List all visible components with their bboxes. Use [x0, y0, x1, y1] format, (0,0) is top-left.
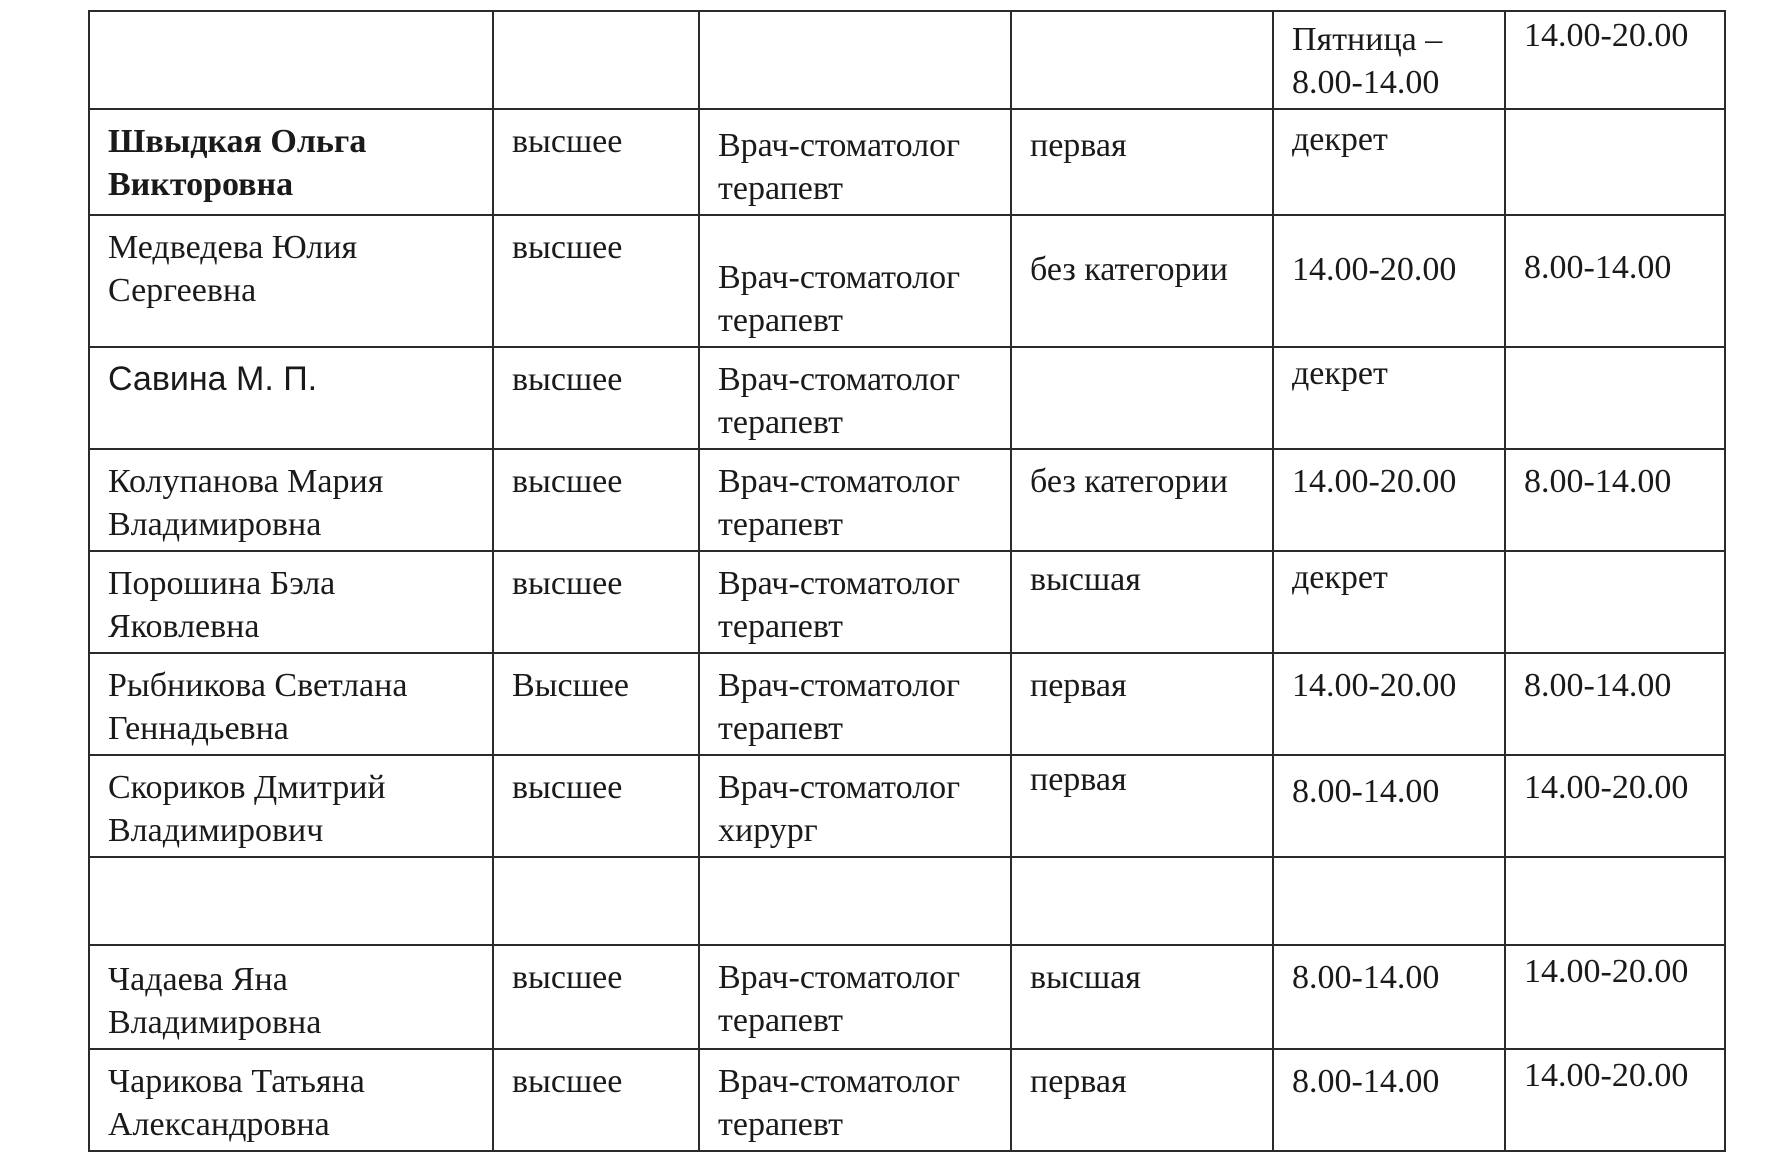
specialty — [699, 11, 1011, 109]
category: высшая — [1011, 551, 1273, 653]
hours-even: 8.00-14.00 — [1273, 945, 1505, 1049]
specialty: Врач-стоматолог хирург — [699, 755, 1011, 857]
table-row — [89, 109, 1725, 215]
hours-even: декрет — [1273, 347, 1505, 449]
hours-even: 14.00-20.00 — [1273, 653, 1505, 755]
table-row — [89, 347, 1725, 449]
doctor-schedule-table — [88, 10, 1726, 1152]
education: высшее — [493, 109, 699, 215]
specialty: Врач-стоматолог терапевт — [699, 551, 1011, 653]
hours-odd — [1505, 551, 1725, 653]
hours-even: декрет — [1273, 551, 1505, 653]
table-row — [89, 755, 1725, 857]
category — [1011, 347, 1273, 449]
category: первая — [1011, 755, 1273, 857]
education — [493, 857, 699, 945]
specialty: Врач-стоматолог терапевт — [699, 449, 1011, 551]
education: высшее — [493, 945, 699, 1049]
doctor-name — [89, 11, 493, 109]
hours-odd: 14.00-20.00 — [1505, 755, 1725, 857]
category: первая — [1011, 1049, 1273, 1151]
hours-even: декрет — [1273, 109, 1505, 215]
hours-even — [1273, 857, 1505, 945]
doctor-name: Рыбникова Светлана Геннадьевна — [89, 653, 493, 755]
doctor-name — [89, 857, 493, 945]
doctor-name: Порошина Бэла Яковлевна — [89, 551, 493, 653]
category — [1011, 11, 1273, 109]
specialty: Врач-стоматолог терапевт — [699, 347, 1011, 449]
specialty — [699, 857, 1011, 945]
education — [493, 11, 699, 109]
education: высшее — [493, 449, 699, 551]
education: высшее — [493, 755, 699, 857]
education: высшее — [493, 551, 699, 653]
specialty: Врач-стоматолог терапевт — [699, 109, 1011, 215]
education: высшее — [493, 215, 699, 347]
hours-even: 8.00-14.00 — [1273, 1049, 1505, 1151]
hours-even: 14.00-20.00 — [1273, 215, 1505, 347]
education: высшее — [493, 347, 699, 449]
category: без категории — [1011, 449, 1273, 551]
education: высшее — [493, 1049, 699, 1151]
doctor-name: Чарикова Татьяна Александровна — [89, 1049, 493, 1151]
doctor-name: Медведева Юлия Сергеевна — [89, 215, 493, 347]
hours-odd: 8.00-14.00 — [1505, 215, 1725, 347]
category: первая — [1011, 109, 1273, 215]
hours-odd — [1505, 347, 1725, 449]
hours-odd: 14.00-20.00 — [1505, 1049, 1725, 1151]
table-row — [89, 215, 1725, 347]
hours-odd — [1505, 857, 1725, 945]
doctor-name: Швыдкая Ольга Викторовна — [89, 109, 493, 215]
category: первая — [1011, 653, 1273, 755]
table-row — [89, 653, 1725, 755]
hours-odd: 8.00-14.00 — [1505, 653, 1725, 755]
doctor-name: Скориков Дмитрий Владимирович — [89, 755, 493, 857]
hours-odd: 14.00-20.00 — [1505, 11, 1725, 109]
hours-even: Пятница – 8.00-14.00 — [1273, 11, 1505, 109]
table-row — [89, 551, 1725, 653]
doctor-name: Чадаева Яна Владимировна — [89, 945, 493, 1049]
education: Высшее — [493, 653, 699, 755]
category: высшая — [1011, 945, 1273, 1049]
category: без категории — [1011, 215, 1273, 347]
table-row — [89, 945, 1725, 1049]
table-row — [89, 11, 1725, 109]
specialty: Врач-стоматолог терапевт — [699, 1049, 1011, 1151]
table-row — [89, 1049, 1725, 1151]
category — [1011, 857, 1273, 945]
hours-even: 8.00-14.00 — [1273, 755, 1505, 857]
doctor-name: Савина М. П. — [89, 347, 493, 449]
hours-odd: 8.00-14.00 — [1505, 449, 1725, 551]
hours-odd — [1505, 109, 1725, 215]
hours-even: 14.00-20.00 — [1273, 449, 1505, 551]
specialty: Врач-стоматолог терапевт — [699, 653, 1011, 755]
specialty: Врач-стоматолог терапевт — [699, 215, 1011, 347]
hours-odd: 14.00-20.00 — [1505, 945, 1725, 1049]
table-row — [89, 857, 1725, 945]
doctor-name: Колупанова Мария Владимировна — [89, 449, 493, 551]
specialty: Врач-стоматолог терапевт — [699, 945, 1011, 1049]
table-row — [89, 449, 1725, 551]
